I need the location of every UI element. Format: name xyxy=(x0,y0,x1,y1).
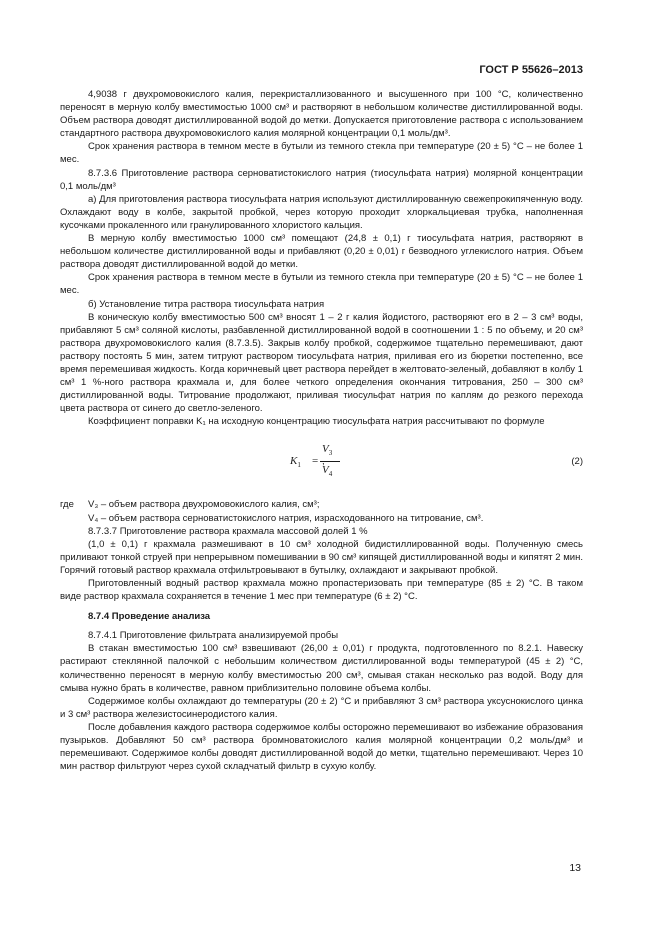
clause-heading: б) Установление титра раствора тиосульфата натрия xyxy=(88,298,325,310)
section-heading: 8.7.4 Проведение анализа xyxy=(88,611,211,623)
paragraph: Содержимое колбы охлаждают до температуры (20 ± 2) °С и прибавляют 3 см³ раствора уксуснокислого цинка и 3 см³ раствора железистосинеродистого калия. xyxy=(60,695,583,720)
paragraph: В стакан вместимостью 100 см³ взвешивают (26,00 ± 0,01) г продукта, подготовленного по 8.2.1. Навеску растирают стеклянной палочкой с небольшим количеством дистиллированной воды температурой (45 ± 2) °С, количественно переносят в мерную колбу вместимостью 200 см³, смывая стакан несколько раз водой. Воду для смыва нужно брать в количестве, равном приблизительно половине объема колбы. xyxy=(60,643,583,694)
variable-definition: V₄ – объем раствора серноватистокислого натрия, израсходованного на титрование, см³. xyxy=(88,512,484,524)
clause-heading: 8.7.4.1 Приготовление фильтрата анализируемой пробы xyxy=(88,630,339,642)
formula-comma: , xyxy=(322,456,325,468)
formula-lhs: $K_1$ xyxy=(290,455,301,470)
variable-definition: V₃ – объем раствора двухромовокислого калия, см³; xyxy=(88,499,320,511)
where-block xyxy=(60,498,583,524)
formula-number: (2) xyxy=(571,456,583,468)
clause-heading: 8.7.3.6 Приготовление раствора серноватистокислого натрия (тиосульфата натрия) молярной концентрации 0,1 моль/дм³ xyxy=(60,167,583,192)
standard-designation: ГОСТ Р 55626–2013 xyxy=(479,64,583,76)
page-number: 13 xyxy=(569,862,581,874)
paragraph: (1,0 ± 0,1) г крахмала размешивают в 10 см³ холодной бидистиллированной воды. Полученную смесь приливают тонкой струей при непрерывном помешивании в 90 см³ кипящей дистиллированной воды и кипятят 2 мин. Горячий готовый раствор крахмала отфильтровывают в бутылку, охлаждают и закрывают пробкой. xyxy=(60,538,583,576)
formula-denominator: $V_4$ xyxy=(322,464,333,479)
formula-equals: = xyxy=(312,455,319,468)
document-body xyxy=(60,88,583,773)
formula xyxy=(290,442,380,482)
paragraph: Коэффициент поправки K₁ на исходную концентрацию тиосульфата натрия рассчитывают по формуле xyxy=(88,416,545,428)
formula-numerator: $V_3$ xyxy=(322,443,333,458)
paragraph: В коническую колбу вместимостью 500 см³ вносят 1 – 2 г калия йодистого, растворяют его в 2 – 3 см³ воды, прибавляют 5 см³ соляной кислоты, разбавленной дистиллированной водой в соотношении 1 : 5 по объему, и 20 см³ раствора двухромовокислого калия (8.7.3.5). Закрыв колбу пробкой, содержимое тщательно перемешивают, дают раствору постоять 5 мин, затем титруют раствором тиосульфата натрия, приливая его из бюретки постепенно, все время перемешивая жидкость. Когда коричневый цвет раствора перейдет в желтовато-зеленый, добавляют в колбу 1 см³ 1 %-ного раствора крахмала и, для более четкого определения окончания титрования, 250 – 300 см³ дистиллированной воды. Титрование продолжают, приливая тиосульфат натрия по каплям до резкого перехода цвета раствора от синего до светло-зеленого. xyxy=(60,311,583,415)
formula-block xyxy=(60,442,583,482)
paragraph: В мерную колбу вместимостью 1000 см³ помещают (24,8 ± 0,1) г тиосульфата натрия, растворяют в небольшом количестве дистиллированной воды и прибавляют (0,20 ± 0,01) г безводного углекислого натрия. Объем раствора доводят дистиллированной водой до метки. xyxy=(60,233,583,271)
paragraph: Срок хранения раствора в темном месте в бутыли из темного стекла при температуре (20 ± 5) °С – не более 1 мес. xyxy=(60,141,583,166)
paragraph: Срок хранения раствора в темном месте в бутыли из темного стекла при температуре (20 ± 5) °С – не более 1 мес. xyxy=(60,272,583,297)
clause-heading: 8.7.3.7 Приготовление раствора крахмала массовой долей 1 % xyxy=(88,525,368,537)
paragraph: а) Для приготовления раствора тиосульфата натрия используют дистиллированную свежепрокипяченную воду. Охлаждают воду в колбе, закрытой пробкой, через которую проходит хлоркальциевая трубка, наполненная кусочками прокаленного или гранулированного хлористого кальция. xyxy=(60,193,583,231)
paragraph: 4,9038 г двухромовокислого калия, перекристаллизованного и высушенного при 100 °С, количественно переносят в мерную колбу вместимостью 1000 см³ и растворяют в небольшом количестве дистиллированной воды. Объем раствора доводят дистиллированной водой до метки. Допускается приготовление раствора с использованием стандартного раствора двухромовокислого калия молярной концентрации 0,1 моль/дм³. xyxy=(60,89,583,140)
paragraph: После добавления каждого раствора содержимое колбы осторожно перемешивают во избежание образования пузырьков. Добавляют 50 см³ раствора бромноватокислого калия молярной концентрации 0,2 моль/дм³ и перемешивают. Содержимое колбы доводят дистиллированной водой до метки, тщательно перемешивают. Через 10 мин раствор фильтруют через сухой складчатый фильтр в сухую колбу. xyxy=(60,721,583,773)
where-label: где xyxy=(60,499,74,511)
paragraph: Приготовленный водный раствор крахмала можно пропастеризовать при температуре (85 ± 2) °С. В таком виде раствор крахмала сохраняется в течение 1 мес при температуре (6 ± 2) °С. xyxy=(60,578,583,603)
